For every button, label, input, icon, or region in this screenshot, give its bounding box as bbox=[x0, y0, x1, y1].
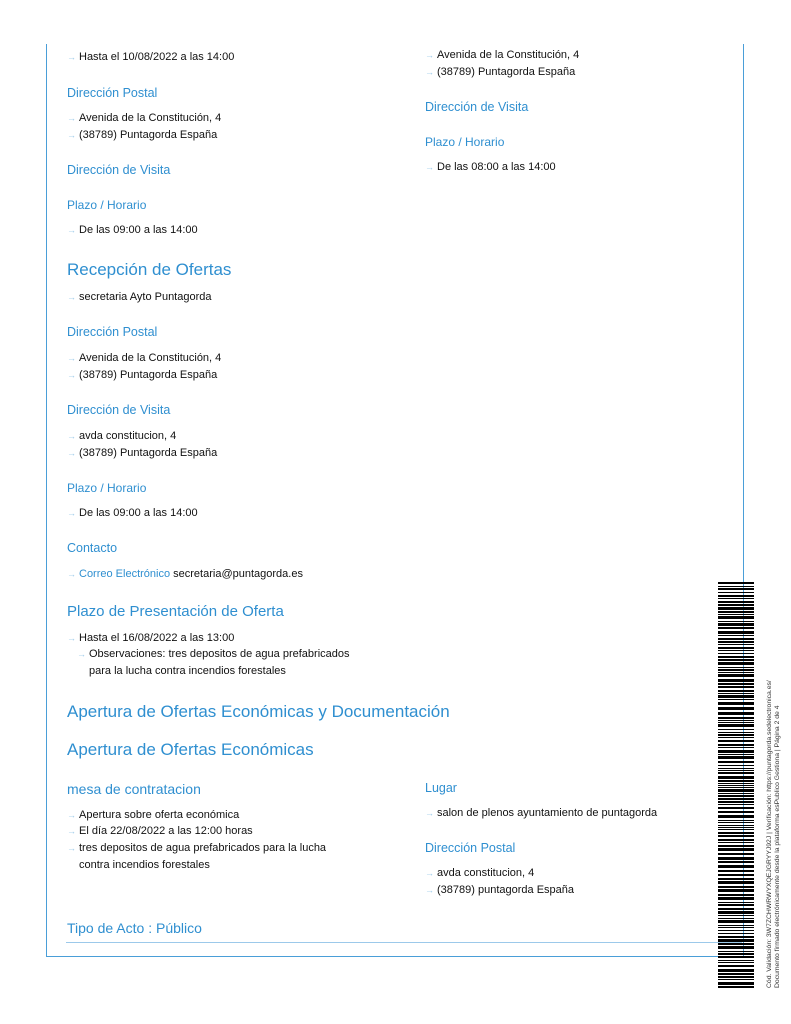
barcode-bar bbox=[718, 635, 754, 636]
barcode-bar bbox=[718, 783, 754, 784]
frame-left-border bbox=[46, 44, 47, 957]
barcode-bar bbox=[718, 878, 754, 880]
barcode-bar bbox=[718, 969, 754, 972]
offer-reception-schedule-heading: Plazo / Horario bbox=[67, 481, 147, 495]
barcode-bar bbox=[718, 943, 754, 945]
barcode-bar bbox=[718, 832, 754, 834]
barcode-bar bbox=[718, 744, 754, 746]
verification-line-1: Cód. Validación: 3W7ZCHWRWYXQEJGRYYJ92J | Verificación: https://puntagorda.sedelectronica.es/ bbox=[766, 680, 773, 988]
verification-text bbox=[766, 680, 782, 988]
barcode-bar bbox=[718, 722, 754, 723]
barcode-bar bbox=[718, 702, 754, 705]
barcode-bar bbox=[718, 740, 754, 742]
barcode-bar bbox=[718, 679, 754, 682]
barcode-bar bbox=[718, 768, 754, 769]
committee-heading: mesa de contratacion bbox=[67, 781, 201, 797]
barcode-bar bbox=[718, 693, 754, 694]
opening-postal-heading: Dirección Postal bbox=[425, 841, 516, 855]
left-postal-line-2: → (38789) Puntagorda España bbox=[67, 129, 218, 141]
barcode-bar bbox=[718, 690, 754, 692]
barcode-bar bbox=[718, 979, 754, 980]
barcode-bar bbox=[718, 601, 754, 603]
barcode-bar bbox=[718, 889, 754, 892]
barcode-bar bbox=[718, 647, 754, 649]
right-address-line-2: → (38789) Puntagorda España bbox=[425, 66, 576, 78]
barcode-bar bbox=[718, 870, 754, 872]
barcode-bar bbox=[718, 765, 754, 766]
barcode-bar bbox=[718, 669, 754, 671]
barcode-bar bbox=[718, 894, 754, 896]
barcode-bar bbox=[718, 717, 754, 719]
act-type: Tipo de Acto : Público bbox=[67, 920, 202, 936]
barcode-bar bbox=[718, 761, 754, 763]
barcode-bar bbox=[718, 793, 754, 794]
submission-deadline: → Hasta el 16/08/2022 a las 13:00 bbox=[67, 632, 235, 644]
barcode-bar bbox=[718, 586, 754, 587]
barcode-bar bbox=[718, 772, 754, 774]
contact-email-row bbox=[67, 566, 303, 583]
barcode-bar bbox=[718, 641, 754, 643]
barcode-bar bbox=[718, 827, 754, 828]
arrow-icon: → bbox=[67, 353, 76, 363]
barcode-bar bbox=[718, 904, 754, 906]
offer-reception-entity: → secretaria Ayto Puntagorda bbox=[67, 291, 212, 303]
arrow-icon: → bbox=[67, 52, 76, 62]
barcode-bar bbox=[718, 825, 754, 826]
barcode-bar bbox=[718, 756, 754, 759]
contact-heading: Contacto bbox=[67, 541, 118, 555]
left-deadline: → Hasta el 10/08/2022 a las 14:00 bbox=[67, 51, 235, 63]
opening-description-line-1: → tres depositos de agua prefabricados para la lucha bbox=[67, 842, 327, 854]
barcode-bar bbox=[718, 650, 754, 651]
barcode-bar bbox=[718, 659, 754, 661]
barcode-bar bbox=[718, 918, 754, 919]
arrow-icon: → bbox=[67, 448, 76, 458]
barcode-bar bbox=[718, 930, 754, 931]
barcode-bar bbox=[718, 707, 754, 710]
submission-deadline-title: Plazo de Presentación de Oferta bbox=[67, 603, 284, 620]
offer-reception-postal-heading: Dirección Postal bbox=[67, 325, 158, 339]
barcode-bar bbox=[718, 737, 754, 738]
offer-reception-visit-line-1: → avda constitucion, 4 bbox=[67, 430, 177, 442]
barcode-bar bbox=[718, 785, 754, 786]
barcode-bar bbox=[718, 925, 754, 926]
arrow-icon: → bbox=[67, 370, 76, 380]
barcode-bar bbox=[718, 936, 754, 938]
barcode-bar bbox=[718, 667, 754, 668]
barcode-bar bbox=[718, 822, 754, 823]
email-label: Correo Electrónico bbox=[79, 568, 171, 580]
barcode-bar bbox=[718, 927, 754, 928]
arrow-icon: → bbox=[425, 808, 434, 818]
barcode-bar bbox=[718, 842, 754, 843]
barcode-bar bbox=[718, 683, 754, 685]
barcode-bar bbox=[718, 734, 754, 736]
arrow-icon: → bbox=[425, 50, 434, 60]
submission-observations-line-2: para la lucha contra incendios forestales bbox=[89, 665, 286, 677]
opening-postal-line-2: → (38789) puntagorda España bbox=[425, 884, 574, 896]
barcode-bar bbox=[718, 712, 754, 715]
barcode-bar bbox=[718, 839, 754, 841]
arrow-icon: → bbox=[67, 225, 76, 235]
barcode-bar bbox=[718, 724, 754, 727]
barcode-bar bbox=[718, 795, 754, 797]
arrow-icon: → bbox=[425, 67, 434, 77]
barcode-bar bbox=[718, 908, 754, 910]
barcode-bar bbox=[718, 933, 754, 934]
offer-reception-postal-line-2: → (38789) Puntagorda España bbox=[67, 369, 218, 381]
barcode-bar bbox=[718, 614, 754, 615]
barcode-bar bbox=[718, 807, 754, 809]
barcode-bar bbox=[718, 623, 754, 626]
barcode-bar bbox=[718, 604, 754, 606]
barcode-bar bbox=[718, 662, 754, 665]
barcode-bar bbox=[718, 951, 754, 952]
barcode-bar bbox=[718, 653, 754, 654]
barcode-bar bbox=[718, 686, 754, 688]
left-schedule: → De las 09:00 a las 14:00 bbox=[67, 224, 198, 236]
barcode-bar bbox=[718, 616, 754, 619]
barcode-bar bbox=[718, 835, 754, 837]
barcode-image bbox=[718, 582, 754, 988]
email-address[interactable]: secretaria@puntagorda.es bbox=[173, 568, 303, 580]
barcode-bar bbox=[718, 598, 754, 599]
barcode-bar bbox=[718, 644, 754, 645]
arrow-icon: → bbox=[67, 508, 76, 518]
barcode-bar bbox=[718, 582, 754, 584]
barcode-bar bbox=[718, 631, 754, 634]
barcode-bar bbox=[718, 853, 754, 855]
offer-reception-visit-line-2: → (38789) Puntagorda España bbox=[67, 447, 218, 459]
barcode-bar bbox=[718, 770, 754, 771]
arrow-icon: → bbox=[67, 633, 76, 643]
opening-postal-line-1: → avda constitucion, 4 bbox=[425, 867, 535, 879]
barcode-bar bbox=[718, 881, 754, 884]
section-divider bbox=[66, 942, 742, 943]
barcode-bar bbox=[718, 588, 754, 590]
barcode-bar bbox=[718, 946, 754, 949]
barcode-bar bbox=[718, 776, 754, 779]
barcode-bar bbox=[718, 801, 754, 803]
arrow-icon: → bbox=[67, 113, 76, 123]
barcode-bar bbox=[718, 627, 754, 629]
arrow-icon: → bbox=[67, 569, 76, 579]
barcode-bar bbox=[718, 638, 754, 640]
right-schedule: → De las 08:00 a las 14:00 bbox=[425, 161, 556, 173]
right-address-line-1: → Avenida de la Constitución, 4 bbox=[425, 49, 580, 61]
barcode-bar bbox=[718, 607, 754, 610]
barcode-bar bbox=[718, 829, 754, 830]
barcode-bar bbox=[718, 962, 754, 963]
opening-description-line-2: contra incendios forestales bbox=[79, 859, 210, 871]
barcode-bar bbox=[718, 621, 754, 622]
frame-bottom-border bbox=[46, 956, 744, 957]
barcode-bar bbox=[718, 732, 754, 733]
barcode-bar bbox=[718, 982, 754, 985]
barcode-bar bbox=[718, 720, 754, 721]
barcode-bar bbox=[718, 848, 754, 851]
barcode-bar bbox=[718, 611, 754, 613]
barcode-bar bbox=[718, 754, 754, 755]
barcode-bar bbox=[718, 915, 754, 916]
barcode-bar bbox=[718, 956, 754, 958]
arrow-icon: → bbox=[67, 810, 76, 820]
barcode-bar bbox=[718, 976, 754, 978]
barcode-bar bbox=[718, 886, 754, 888]
barcode-bar bbox=[718, 674, 754, 677]
barcode-bar bbox=[718, 592, 754, 593]
barcode-bar bbox=[718, 804, 754, 805]
barcode-bar bbox=[718, 672, 754, 673]
barcode-bar bbox=[718, 656, 754, 658]
right-schedule-heading: Plazo / Horario bbox=[425, 135, 505, 149]
barcode-bar bbox=[718, 857, 754, 860]
left-postal-line-1: → Avenida de la Constitución, 4 bbox=[67, 112, 222, 124]
barcode-bar bbox=[718, 798, 754, 800]
opening-subtitle: Apertura de Ofertas Económicas bbox=[67, 740, 314, 759]
left-postal-heading: Dirección Postal bbox=[67, 86, 158, 100]
left-schedule-heading: Plazo / Horario bbox=[67, 198, 147, 212]
barcode-bar bbox=[718, 750, 754, 753]
verification-line-2: Documento firmado electrónicamente desde la plataforma esPublico Gestiona | Página 2 de 4 bbox=[774, 705, 781, 988]
arrow-icon: → bbox=[67, 431, 76, 441]
arrow-icon: → bbox=[77, 649, 86, 659]
barcode-bar bbox=[718, 695, 754, 698]
barcode-bar bbox=[718, 865, 754, 868]
opening-item-1: → Apertura sobre oferta económica bbox=[67, 809, 240, 821]
barcode-bar bbox=[718, 973, 754, 975]
barcode-bar bbox=[718, 595, 754, 597]
submission-observations-line-1: → Observaciones: tres depositos de agua prefabricados bbox=[77, 648, 350, 660]
barcode-bar bbox=[718, 960, 754, 961]
opening-item-2: → El día 22/08/2022 a las 12:00 horas bbox=[67, 825, 253, 837]
place: → salon de plenos ayuntamiento de puntagorda bbox=[425, 807, 658, 819]
arrow-icon: → bbox=[425, 885, 434, 895]
barcode-bar bbox=[718, 897, 754, 900]
offer-reception-title: Recepción de Ofertas bbox=[67, 260, 232, 279]
barcode-bar bbox=[718, 780, 754, 782]
offer-reception-visit-heading: Dirección de Visita bbox=[67, 403, 171, 417]
place-heading: Lugar bbox=[425, 781, 457, 795]
barcode-bar bbox=[718, 939, 754, 942]
barcode-bar bbox=[718, 874, 754, 876]
arrow-icon: → bbox=[425, 868, 434, 878]
barcode-bar bbox=[718, 953, 754, 955]
barcode-bar bbox=[718, 986, 754, 988]
arrow-icon: → bbox=[425, 162, 434, 172]
barcode-bar bbox=[718, 920, 754, 923]
offer-reception-postal-line-1: → Avenida de la Constitución, 4 bbox=[67, 352, 222, 364]
barcode-bar bbox=[718, 820, 754, 821]
barcode-bar bbox=[718, 699, 754, 700]
barcode-bar bbox=[718, 902, 754, 903]
left-visit-heading: Dirección de Visita bbox=[67, 163, 171, 177]
barcode-bar bbox=[718, 747, 754, 748]
barcode-bar bbox=[718, 729, 754, 730]
barcode-bar bbox=[718, 787, 754, 788]
arrow-icon: → bbox=[67, 130, 76, 140]
arrow-icon: → bbox=[67, 292, 76, 302]
arrow-icon: → bbox=[67, 826, 76, 836]
barcode-bar bbox=[718, 845, 754, 847]
offer-reception-schedule: → De las 09:00 a las 14:00 bbox=[67, 507, 198, 519]
barcode-bar bbox=[718, 815, 754, 818]
right-visit-heading: Dirección de Visita bbox=[425, 100, 529, 114]
barcode-bar bbox=[718, 861, 754, 863]
arrow-icon: → bbox=[67, 843, 76, 853]
barcode-bar bbox=[718, 811, 754, 813]
barcode-bar bbox=[718, 965, 754, 967]
opening-title: Apertura de Ofertas Económicas y Documentación bbox=[67, 702, 450, 721]
barcode-bar bbox=[718, 789, 754, 792]
barcode-bar bbox=[718, 911, 754, 914]
